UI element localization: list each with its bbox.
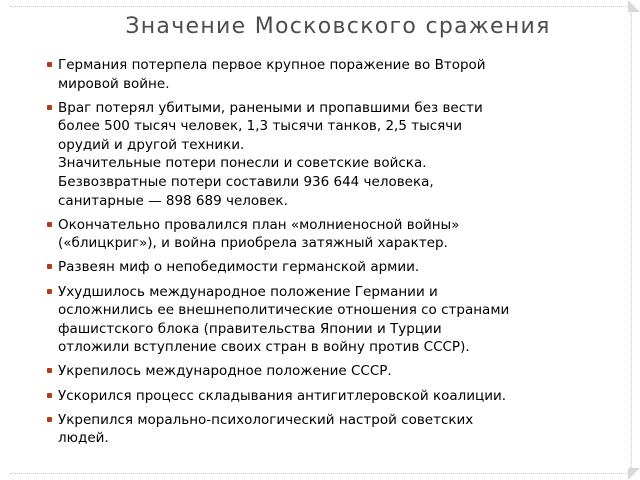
- bullet-text-line: отложили вступление своих стран в войну против СССР).: [58, 339, 470, 356]
- bullet-text-line: осложнились ее внешнеполитические отношения со странами: [58, 302, 510, 319]
- slide-frame-top: [10, 6, 632, 7]
- bullet-text-line: Значительные потери понесли и советские войска.: [58, 155, 427, 172]
- bullet-item: [58, 99, 614, 211]
- slide-title: Значение Московского сражения: [125, 14, 551, 39]
- bullet-item: [58, 56, 614, 93]
- bullet-text-line: («блицкриг»), и война приобрела затяжный характер.: [58, 235, 448, 252]
- bullet-text-line: фашистского блока (правительства Японии и Турции: [58, 320, 442, 337]
- bullet-text-line: Окончательно провалился план «молниеносной войны»: [58, 216, 460, 233]
- bullet-text-line: Развеян миф о непобедимости германской армии.: [58, 259, 420, 276]
- bullet-marker-icon: [47, 62, 52, 67]
- bullet-item: [58, 411, 614, 448]
- bullet-text-line: людей.: [58, 430, 109, 447]
- bullet-text-line: санитарные — 898 689 человек.: [58, 192, 288, 209]
- bullet-marker-icon: [47, 222, 52, 227]
- bullet-text-line: мировой войне.: [58, 75, 170, 92]
- bullet-marker-icon: [47, 264, 52, 269]
- bullet-marker-icon: [47, 393, 52, 398]
- bullet-text-line: орудий и другой техники.: [58, 136, 245, 153]
- slide-frame-right: [631, 6, 632, 474]
- bullet-item: [58, 387, 614, 406]
- bullet-text-line: Ускорился процесс складывания антигитлеровской коалиции.: [58, 387, 507, 404]
- bullet-item: [58, 362, 614, 381]
- bullet-item: [58, 258, 614, 277]
- bullet-list: [58, 56, 614, 453]
- bullet-text-line: Укрепилось международное положение СССР.: [58, 363, 392, 380]
- bullet-marker-icon: [47, 105, 52, 110]
- bullet-text-line: Германия потерпела первое крупное поражение во Второй: [58, 57, 486, 73]
- bullet-text-line: более 500 тысяч человек, 1,3 тысячи танков, 2,5 тысячи: [58, 118, 463, 135]
- slide-frame-bottom: [10, 473, 632, 474]
- bullet-item: [58, 283, 614, 357]
- bullet-item: [58, 216, 614, 253]
- bullet-text-line: Ухудшилось международное положение Германии и: [58, 283, 438, 300]
- bullet-text-line: Укрепился морально-психологический настрой советских: [58, 411, 474, 428]
- bullet-marker-icon: [47, 289, 52, 294]
- bullet-marker-icon: [47, 417, 52, 422]
- corner-fold-top-right: [628, 0, 640, 12]
- bullet-text-line: Враг потерял убитыми, ранеными и пропавшими без вести: [58, 99, 483, 116]
- bullet-text-line: Безвозвратные потери составили 936 644 человека,: [58, 174, 434, 191]
- corner-fold-bottom-right: [628, 468, 640, 480]
- bullet-marker-icon: [47, 368, 52, 373]
